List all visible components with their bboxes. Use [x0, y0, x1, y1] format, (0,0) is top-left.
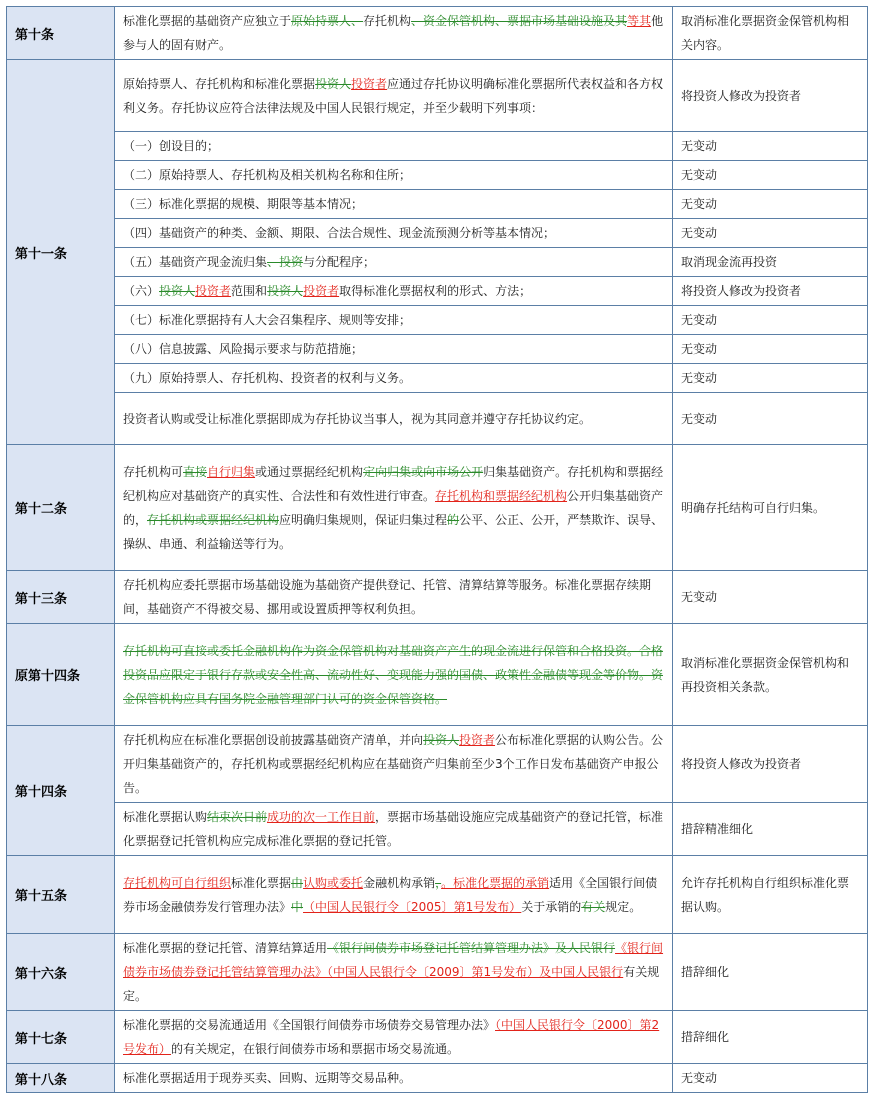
- change-note: 无变动: [673, 393, 868, 445]
- content-text: 公开归集基础资产的，: [123, 488, 664, 527]
- content-text: （五）基础资产现金流归集: [123, 255, 268, 269]
- deleted-text: 中: [291, 899, 304, 914]
- content-text: 标准化票据: [231, 875, 292, 890]
- inserted-text: 等其: [627, 14, 652, 28]
- inserted-text: （中国人民银行令〔2005〕第1号发布）: [303, 899, 522, 914]
- content-text: ，票据市场基础设施应完成基础资产的登记托管，标准化票据登记托管机构应完成标准化票据的登记托管。: [123, 810, 664, 848]
- change-note: 无变动: [673, 571, 868, 624]
- deleted-text: 直接: [183, 464, 208, 479]
- change-note: 无变动: [673, 219, 868, 248]
- table-row: [7, 393, 868, 445]
- article-content: [115, 571, 673, 624]
- deleted-text: 、资金保管机构、票据市场基础设施及其: [411, 14, 628, 28]
- table-row: [7, 934, 868, 1011]
- content-text: 存托机构: [363, 14, 412, 28]
- table-row: [7, 335, 868, 364]
- article-content: [115, 803, 673, 856]
- content-text: （六）: [123, 284, 160, 298]
- change-note: 无变动: [673, 1064, 868, 1093]
- article-label: 第十二条: [7, 445, 115, 571]
- inserted-text: 。标准化票据的承销: [441, 875, 550, 890]
- article-content: [115, 856, 673, 934]
- deleted-text: ，: [435, 875, 442, 890]
- content-text: （三）标准化票据的规模、期限等基本情况；: [123, 197, 364, 211]
- content-text: 存托机构应委托票据市场基础设施为基础资产提供登记、托管、清算结算等服务。标准化票据存续期间，基础资产不得被交易、挪用或设置质押等权利负担。: [123, 578, 652, 616]
- content-text: 与分配程序；: [303, 255, 376, 269]
- change-note: 措辞精准细化: [673, 803, 868, 856]
- change-note: 明确存托结构可自行归集。: [673, 445, 868, 571]
- deleted-text: 由: [291, 875, 304, 890]
- article-label: 第十五条: [7, 856, 115, 934]
- content-text: 应明确归集规则，保证归集过程: [279, 512, 448, 527]
- deleted-text: 投资人: [267, 284, 304, 298]
- content-text: 标准化票据的登记托管、清算结算适用: [123, 941, 328, 955]
- change-note: 无变动: [673, 364, 868, 393]
- inserted-text: 存托机构可自行组织: [123, 875, 232, 890]
- change-note: 无变动: [673, 190, 868, 219]
- article-content: [115, 624, 673, 726]
- deleted-text: 有关: [581, 899, 606, 914]
- table-row: [7, 726, 868, 803]
- content-text: 的有关规定，在银行间债券市场和票据市场交易流通。: [171, 1042, 460, 1056]
- table-row: [7, 571, 868, 624]
- article-label: 第十八条: [7, 1064, 115, 1093]
- content-text: （一）创设目的；: [123, 139, 220, 153]
- change-note: 取消标准化票据资金保管机构相关内容。: [673, 7, 868, 60]
- content-text: 有关规定。: [123, 965, 660, 1003]
- article-content: [115, 726, 673, 803]
- deleted-text: 投资人: [315, 76, 352, 91]
- table-row: [7, 277, 868, 306]
- inserted-text: 认购或委托: [303, 875, 364, 890]
- content-text: 金融机构承销: [363, 875, 436, 890]
- change-note: 取消标准化票据资金保管机构和再投资相关条款。: [673, 624, 868, 726]
- article-content: [115, 445, 673, 571]
- article-content: [115, 248, 673, 277]
- change-note: 无变动: [673, 335, 868, 364]
- table-row: [7, 60, 868, 132]
- article-content: [115, 190, 673, 219]
- content-text: 归集基础资产。存托机构和票据经纪机构应对基础资产的真实性、合法性和有效性进行审查。: [123, 464, 664, 503]
- table-row: [7, 445, 868, 571]
- content-text: 适用《全国银行间债券市场金融债券发行管理办法》: [123, 875, 658, 914]
- inserted-text: 自行归集: [207, 464, 256, 479]
- table-row: [7, 364, 868, 393]
- change-note: 无变动: [673, 132, 868, 161]
- table-row: [7, 190, 868, 219]
- content-text: 关于承销的: [521, 899, 582, 914]
- table-row: [7, 1064, 868, 1093]
- inserted-text: 投资者: [195, 284, 232, 298]
- article-content: [115, 132, 673, 161]
- deleted-text: 定向归集或向市场公开: [363, 464, 484, 479]
- article-content: [115, 364, 673, 393]
- change-note: 措辞细化: [673, 934, 868, 1011]
- deleted-text: 结束次日前: [207, 810, 268, 824]
- content-text: 规定。: [605, 899, 642, 914]
- comparison-table-wrapper: [6, 6, 867, 1093]
- article-content: [115, 393, 673, 445]
- deleted-text: 原始持票人、: [291, 14, 364, 28]
- inserted-text: 《银行间债券市场债券登记托管结算管理办法》（中国人民银行令〔2009〕第1号发布）及中国人民银行: [123, 941, 664, 979]
- article-label: 第十七条: [7, 1011, 115, 1064]
- content-text: 原始持票人、存托机构和标准化票据: [123, 76, 316, 91]
- article-label: 第十条: [7, 7, 115, 60]
- content-text: （四）基础资产的种类、金额、期限、合法合规性、现金流预测分析等基本情况；: [123, 226, 556, 240]
- content-text: 投资者认购或受让标准化票据即成为存托协议当事人，视为其同意并遵守存托协议约定。: [123, 411, 592, 426]
- article-content: [115, 1011, 673, 1064]
- article-content: [115, 1064, 673, 1093]
- deleted-text: 的: [447, 512, 460, 527]
- inserted-text: 投资者: [303, 284, 340, 298]
- content-text: 或通过票据经纪机构: [255, 464, 364, 479]
- content-text: （二）原始持票人、存托机构及相关机构名称和住所；: [123, 168, 412, 182]
- content-text: 标准化票据适用于现券买卖、回购、远期等交易品种。: [123, 1071, 412, 1085]
- article-content: [115, 161, 673, 190]
- table-row: [7, 1011, 868, 1064]
- article-content: [115, 7, 673, 60]
- change-note: 将投资人修改为投资者: [673, 60, 868, 132]
- deleted-text: 投资人: [423, 733, 460, 747]
- content-text: 应通过存托协议明确标准化票据所代表权益和各方权利义务。存托协议应符合法律法规及中国人民银行规定，并至少载明下列事项：: [123, 76, 664, 115]
- article-content: [115, 335, 673, 364]
- article-content: [115, 934, 673, 1011]
- content-text: 标准化票据的交易流通适用《全国银行间债券市场债券交易管理办法》: [123, 1018, 496, 1032]
- table-row: [7, 248, 868, 277]
- article-label: 第十四条: [7, 726, 115, 856]
- content-text: （七）标准化票据持有人大会召集程序、规则等安排；: [123, 313, 412, 327]
- content-text: （九）原始持票人、存托机构、投资者的权利与义务。: [123, 371, 412, 385]
- article-label: 第十六条: [7, 934, 115, 1011]
- table-row: [7, 7, 868, 60]
- change-note: 取消现金流再投资: [673, 248, 868, 277]
- change-note: 将投资人修改为投资者: [673, 726, 868, 803]
- inserted-text: 投资者: [351, 76, 388, 91]
- inserted-text: （中国人民银行令〔2000〕第2号发布）: [123, 1018, 660, 1056]
- change-note: 无变动: [673, 161, 868, 190]
- table-body: [7, 7, 868, 1093]
- content-text: 公布标准化票据的认购公告。公开归集基础资产的，存托机构或票据经纪机构应在基础资产归集前至少3个工作日发布基础资产申报公告。: [123, 733, 664, 795]
- content-text: 标准化票据的基础资产应独立于: [123, 14, 292, 28]
- article-content: [115, 60, 673, 132]
- inserted-text: 投资者: [459, 733, 496, 747]
- inserted-text: 存托机构和票据经纪机构: [435, 488, 568, 503]
- content-text: 公平、公正、公开，严禁欺诈、误导、操纵、串通、利益输送等行为。: [123, 512, 664, 551]
- change-note: 措辞细化: [673, 1011, 868, 1064]
- change-note: 允许存托机构自行组织标准化票据认购。: [673, 856, 868, 934]
- content-text: 标准化票据认购: [123, 810, 208, 824]
- content-text: 存托机构可: [123, 464, 184, 479]
- change-note: 将投资人修改为投资者: [673, 277, 868, 306]
- deleted-text: 存托机构或票据经纪机构: [147, 512, 280, 527]
- table-row: [7, 306, 868, 335]
- content-text: 他参与人的固有财产。: [123, 14, 664, 52]
- content-text: 存托机构应在标准化票据创设前披露基础资产清单，并向: [123, 733, 424, 747]
- change-note: 无变动: [673, 306, 868, 335]
- deleted-text: 、投资: [267, 255, 304, 269]
- content-text: 范围和: [231, 284, 268, 298]
- article-content: [115, 277, 673, 306]
- table-row: [7, 803, 868, 856]
- inserted-text: 成功的次一工作日前: [267, 810, 376, 824]
- article-label: 第十一条: [7, 60, 115, 445]
- article-content: [115, 306, 673, 335]
- deleted-text: 《银行间债券市场登记托管结算管理办法》及人民银行: [327, 941, 616, 955]
- regulation-comparison-table: [6, 6, 868, 1093]
- table-row: [7, 219, 868, 248]
- article-label: 原第十四条: [7, 624, 115, 726]
- deleted-text: 存托机构可直接或委托金融机构作为资金保管机构对基础资产产生的现金流进行保管和合格投资。合格投资品应限定于银行存款或安全性高、流动性好、变现能力强的国债、政策性金融债等现金等价物。资金保管机构应具有国务院金融管理部门认可的资金保管资格。: [123, 643, 664, 706]
- article-label: 第十三条: [7, 571, 115, 624]
- table-row: [7, 856, 868, 934]
- content-text: （八）信息披露、风险揭示要求与防范措施；: [123, 342, 364, 356]
- deleted-text: 投资人: [159, 284, 196, 298]
- table-row: [7, 161, 868, 190]
- article-content: [115, 219, 673, 248]
- content-text: 取得标准化票据权利的形式、方法；: [339, 284, 532, 298]
- table-row: [7, 132, 868, 161]
- table-row: [7, 624, 868, 726]
